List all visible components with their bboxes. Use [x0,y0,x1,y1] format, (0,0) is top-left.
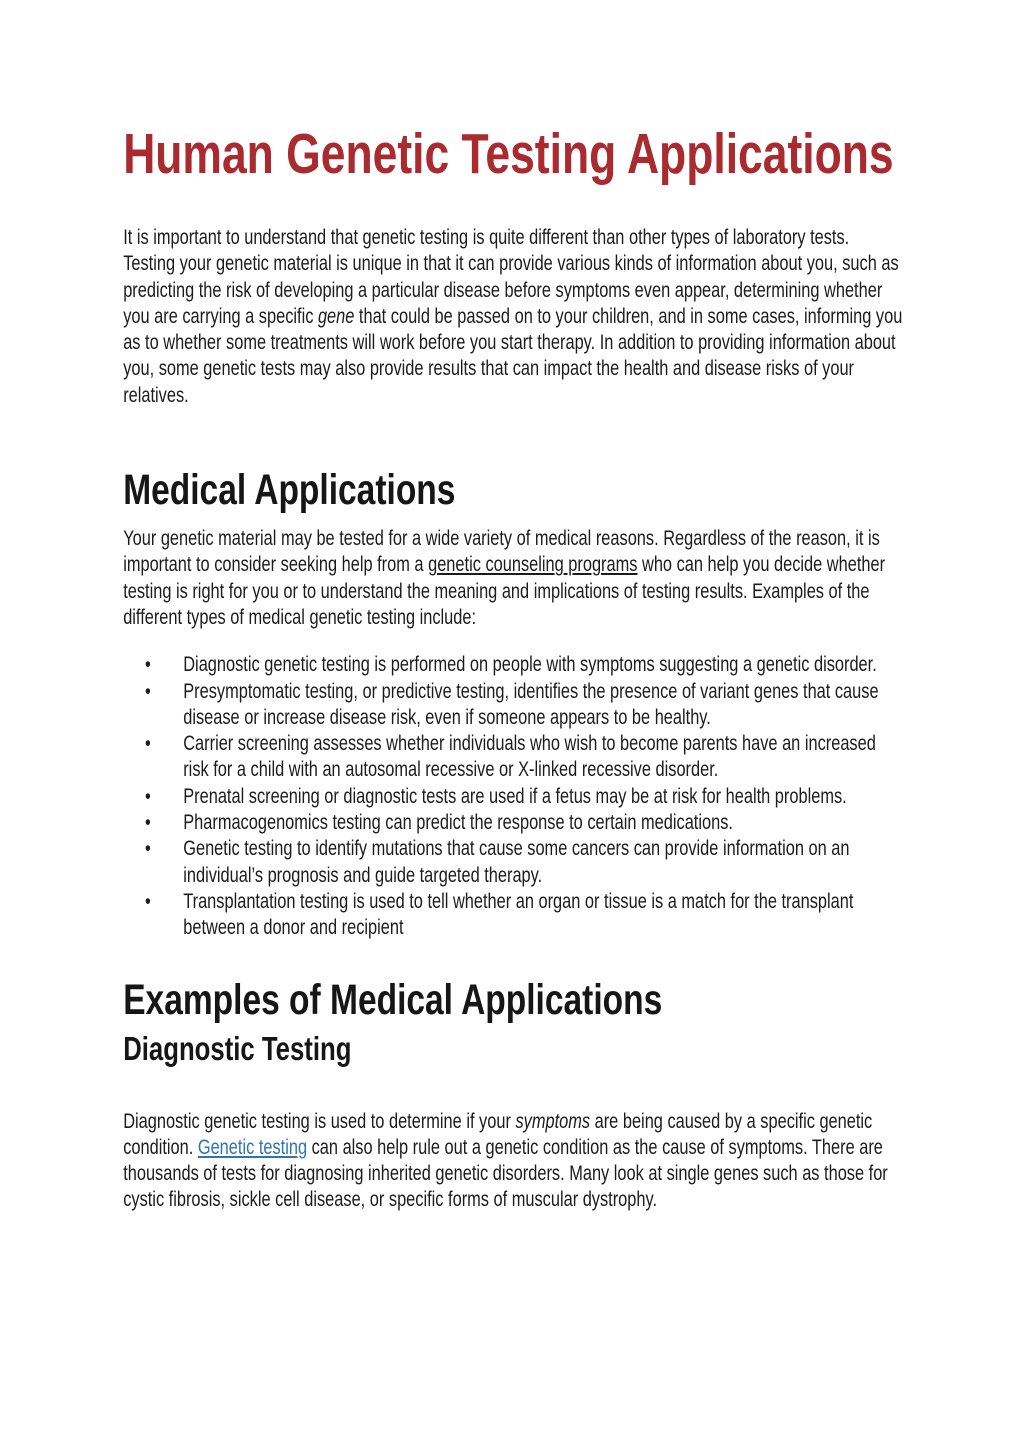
bullet-icon: • [145,889,151,913]
medical-applications-heading: Medical Applications [123,466,456,515]
bullet-item-pharmacogenomics [123,810,904,836]
bullet-text: Carrier screening assesses whether individuals who wish to become parents have an increased risk for a child with an autosomal recessive or X-linked recessive disorder. [183,732,876,782]
bullet-icon: • [145,811,151,835]
intro-text-2: that could be passed on to your children, and in some cases, informing you as to whether some treatments will work before you start therapy. In addition to providing information about you, some genetic tests may also provide results that can impact the health and disease risks of your relatives. [123,304,903,407]
medical-intro-paragraph [123,526,904,631]
genetic-testing-link[interactable]: Genetic testing [197,1135,308,1159]
bullet-item-prenatal-screening [123,784,904,810]
bullet-text: Diagnostic genetic testing is performed on people with symptoms suggesting a genetic disorder. [183,653,877,677]
diagnostic-testing-subheading: Diagnostic Testing [123,1029,352,1067]
diagnostic-testing-paragraph [123,1109,904,1214]
bullet-text: Presymptomatic testing, or predictive testing, identifies the presence of variant genes that cause disease or increase disease risk, even if someone appears to be healthy. [183,679,879,729]
genetic-counseling-programs-link[interactable]: genetic counseling programs [428,553,638,577]
diagnostic-text-3: can also help rule out a genetic condition as the cause of symptoms. There are thousands of tests for diagnosing inherited genetic disorders. Many look at single genes such as those for cystic fibrosis, sickle cell disease, or specific forms of muscular dystrophy. [123,1135,888,1212]
bullet-text: Pharmacogenomics testing can predict the response to certain medications. [183,811,733,835]
intro-paragraph [123,225,904,409]
bullet-item-cancer-mutations [123,836,904,889]
bullet-text: Prenatal screening or diagnostic tests are used if a fetus may be at risk for health problems. [183,784,847,808]
symptoms-italic-text: symptoms [515,1109,591,1133]
bullet-icon: • [145,679,151,703]
gene-italic-text: gene [317,304,355,328]
bullet-icon: • [145,784,151,808]
medical-bullet-list [123,652,904,941]
medical-text-1: Your genetic material may be tested for a wide variety of medical reasons. Regardless of the reason, it is important to consider seeking help from a [123,527,880,577]
bullet-icon: • [145,653,151,677]
medical-text-2: who can help you decide whether testing is right for you or to understand the meaning and implications of testing results. Examples of the different types of medical genetic testing include: [123,553,886,629]
examples-of-medical-applications-heading: Examples of Medical Applications [123,975,663,1024]
page-title: Human Genetic Testing Applications [123,122,894,186]
bullet-item-presymptomatic [123,679,904,732]
bullet-text: Genetic testing to identify mutations that cause some cancers can provide information on an individual’s prognosis and guide targeted therapy. [183,837,850,887]
intro-text-1: It is important to understand that genetic testing is quite different than other types of laboratory tests. Testing your genetic material is unique in that it can provide various kinds of information about you, such as predicting the risk of developing a particular disease before symptoms even appear, determining whether you are carrying a specific [123,226,899,328]
bullet-item-transplantation [123,889,904,942]
diagnostic-text-1: Diagnostic genetic testing is used to determine if your [123,1109,516,1133]
bullet-text: Transplantation testing is used to tell whether an organ or tissue is a match for the transplant between a donor and recipient [183,889,854,940]
bullet-icon: • [145,837,151,861]
bullet-item-carrier-screening [123,731,904,784]
bullet-icon: • [145,732,151,756]
bullet-item-diagnostic [123,652,904,678]
diagnostic-text-2: are being caused by a specific genetic condition. [123,1109,873,1159]
